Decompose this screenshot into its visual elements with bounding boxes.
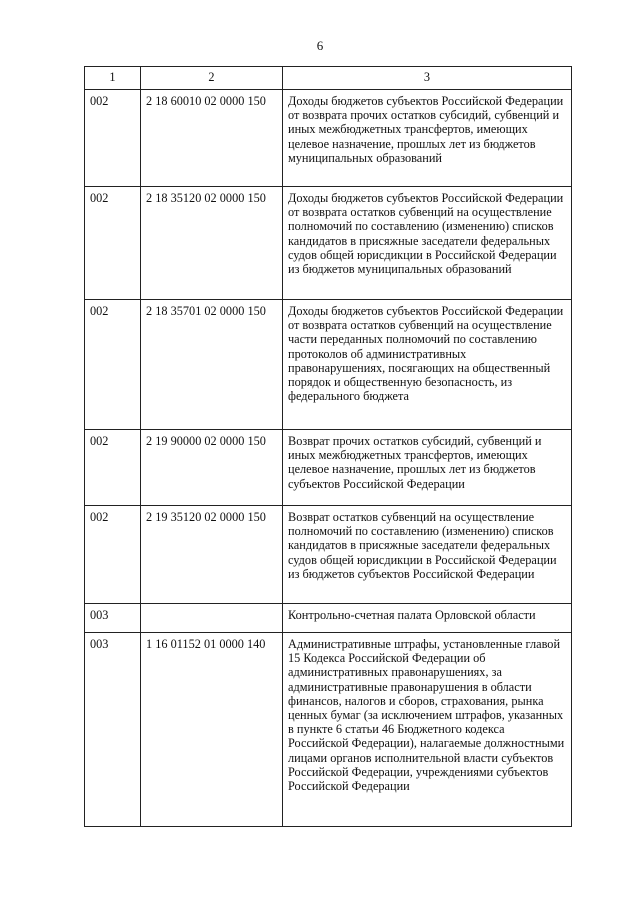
- table-row: [85, 430, 572, 506]
- admin-code-cell: 002: [85, 187, 141, 300]
- page-number: 6: [316, 38, 324, 53]
- admin-code-cell: 003: [85, 604, 141, 633]
- budget-code-cell: 2 18 60010 02 0000 150: [141, 90, 283, 187]
- admin-code-cell: 002: [85, 300, 141, 430]
- budget-code-cell: 1 16 01152 01 0000 140: [141, 633, 283, 827]
- admin-code-cell: 002: [85, 506, 141, 604]
- admin-code-cell: 002: [85, 430, 141, 506]
- admin-code-cell: 002: [85, 90, 141, 187]
- budget-code-cell: 2 18 35120 02 0000 150: [141, 187, 283, 300]
- table-row: [85, 633, 572, 827]
- description-cell: Доходы бюджетов субъектов Российской Федерации от возврата прочих остатков субсидий, субвенций и иных межбюджетных трансфертов, имеющих целевое назначение, прошлых лет из бюджетов муниципальных образований: [283, 90, 572, 187]
- table-header-row: [85, 67, 572, 90]
- description-cell: Доходы бюджетов субъектов Российской Федерации от возврата остатков субвенций на осуществление полномочий по составлению (изменению) списков кандидатов в присяжные заседатели федеральных судов общей юрисдикции в Российской Федерации из бюджетов муниципальных образований: [283, 187, 572, 300]
- budget-code-cell: 2 18 35701 02 0000 150: [141, 300, 283, 430]
- description-cell: Административные штрафы, установленные главой 15 Кодекса Российской Федерации об административных правонарушениях, за административные правонарушения в области финансов, налогов и сборов, страхования, рынка ценных бумаг (за исключением штрафов, указанных в пункте 6 статьи 46 Бюджетного кодекса Российской Федерации), налагаемые должностными лицами органов исполнительной власти субъектов Российской Федерации, учреждениями субъектов Российской Федерации: [283, 633, 572, 827]
- budget-code-cell: 2 19 90000 02 0000 150: [141, 430, 283, 506]
- column-header-1: 1: [85, 67, 141, 90]
- budget-code-cell: 2 19 35120 02 0000 150: [141, 506, 283, 604]
- column-header-2: 2: [141, 67, 283, 90]
- budget-code-cell: [141, 604, 283, 633]
- description-cell: Доходы бюджетов субъектов Российской Федерации от возврата остатков субвенций на осуществление части переданных полномочий по составлению протоколов об административных правонарушениях, посягающих на общественный порядок и общественную безопасность, из федерального бюджета: [283, 300, 572, 430]
- description-cell: Контрольно-счетная палата Орловской области: [283, 604, 572, 633]
- table-row: [85, 187, 572, 300]
- table-row: [85, 300, 572, 430]
- budget-codes-table: [84, 66, 572, 827]
- description-cell: Возврат прочих остатков субсидий, субвенций и иных межбюджетных трансфертов, имеющих целевое назначение, прошлых лет из бюджетов субъектов Российской Федерации: [283, 430, 572, 506]
- table-row: [85, 604, 572, 633]
- description-cell: Возврат остатков субвенций на осуществление полномочий по составлению (изменению) списков кандидатов в присяжные заседатели федеральных судов общей юрисдикции в Российской Федерации из бюджетов субъектов Российской Федерации: [283, 506, 572, 604]
- admin-code-cell: 003: [85, 633, 141, 827]
- table-row: [85, 90, 572, 187]
- column-header-3: 3: [283, 67, 572, 90]
- table-row: [85, 506, 572, 604]
